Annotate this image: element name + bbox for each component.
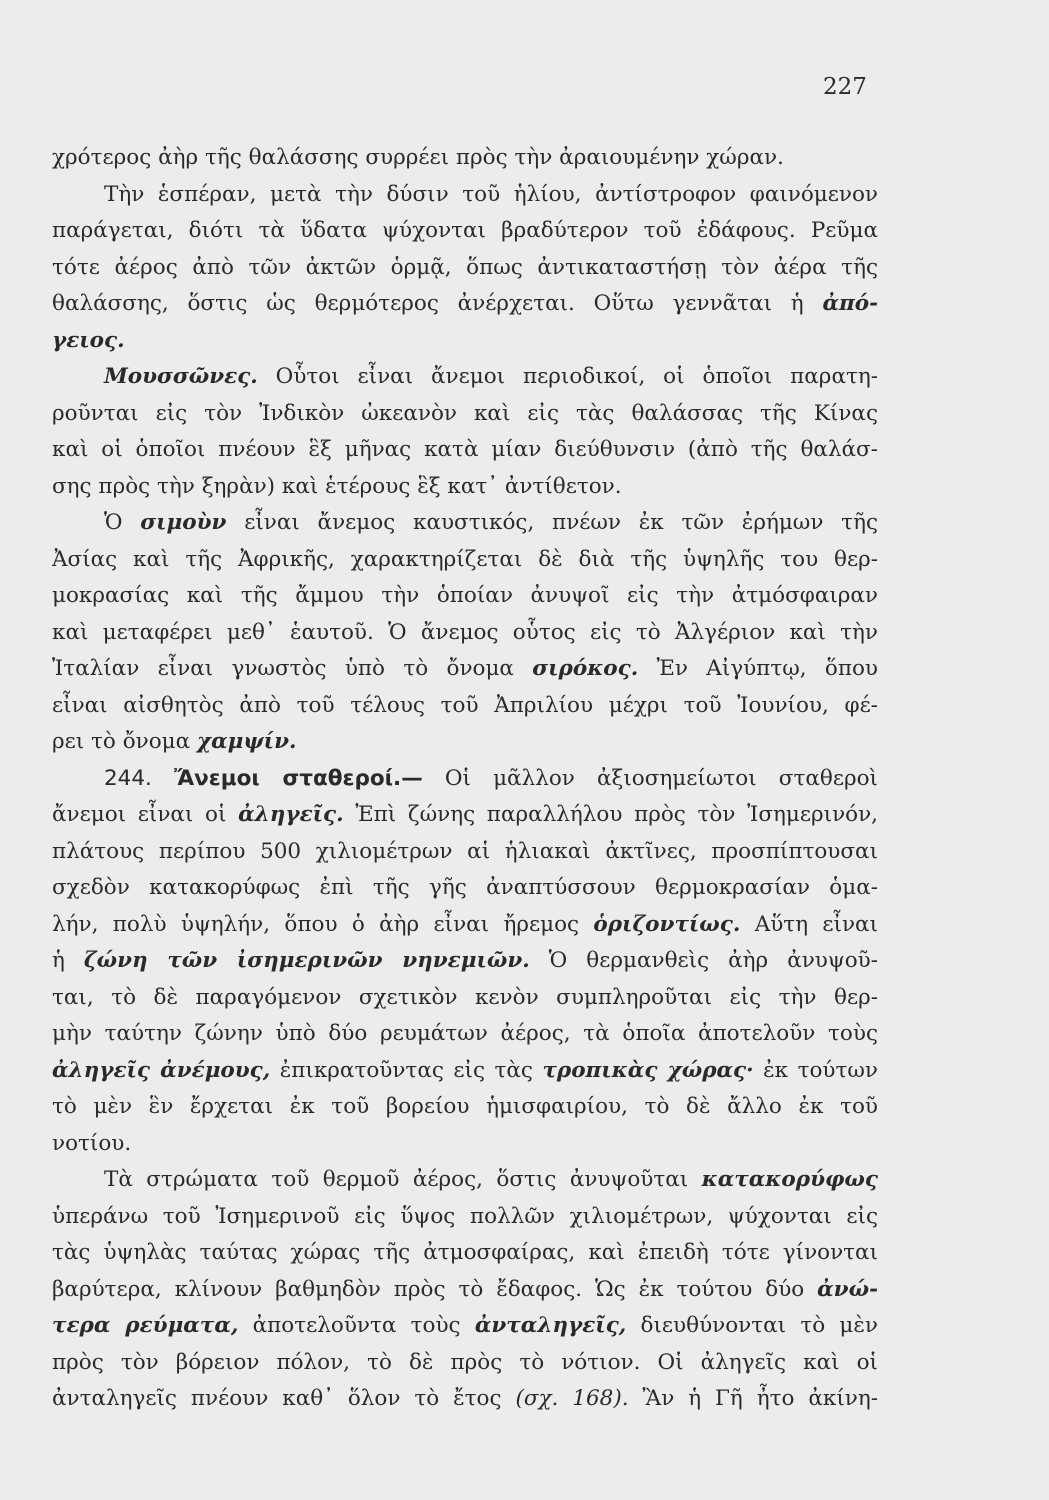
text-segment: χρότερος ἀὴρ τῆς θαλάσσης συρρέει πρὸς τὴν ἀραιουμένην χώραν. [52,145,784,170]
text-line [52,1199,878,1236]
text-line [52,140,878,177]
text-line [52,1053,878,1090]
emphasized-term: σιρόκος. [532,656,639,681]
text-segment: μοκρασίας καὶ τῆς ἄμμου τὴν ὁποίαν ἀνυψοῖ εἰς τὴν ἀτμόσφαιραν [52,583,878,608]
text-segment: ρει τὸ ὄνομα [52,729,197,754]
emphasized-term: ἀληγεῖς. [238,802,344,827]
text-segment: βαρύτερα, κλίνουν βαθμηδὸν πρὸς τὸ ἔδαφος. Ὡς ἐκ τούτου δύο [52,1276,818,1302]
figure-reference: (σχ. 168). [515,1386,629,1411]
text-line [52,432,878,469]
text-line [52,688,878,725]
text-segment: ἄνεμοι εἶναι οἱ [52,802,239,827]
text-line [52,651,878,688]
text-line [52,505,878,542]
text-segment: θαλάσσης, ὅστις ὡς θερμότερος ἀνέρχεται. Οὕτω γεννᾶται ἡ [52,291,823,316]
body-text [52,140,878,1418]
text-line [52,578,878,615]
text-line [52,1126,878,1163]
text-line [52,797,878,834]
text-segment: Τὰ στρώματα τοῦ θερμοῦ ἀέρος, ὅστις ἀνυψοῦται [104,1167,702,1192]
emphasized-term: ὁριζοντίως. [593,911,741,937]
page-number: 227 [823,74,867,100]
emphasized-term: κατακορύφως [701,1167,878,1192]
text-line [52,359,878,396]
emphasized-term: Μουσσῶνες. [104,364,258,389]
emphasized-term: ἀνταληγεῖς, [474,1313,627,1338]
text-segment: Ὁ θερμανθεὶς ἀὴρ ἀνυψοῦ- [529,948,878,973]
text-line [52,542,878,579]
emphasized-term: τερα ρεύματα, [52,1313,239,1338]
text-segment: πλάτους περίπου 500 χιλιομέτρων αἱ ἡλιακαὶ ἀκτῖνες, προσπίπτουσαι [52,838,878,864]
text-segment: ὑπεράνω τοῦ Ἰσημερινοῦ εἰς ὕψος πολλῶν χιλιομέτρων, ψύχονται εἰς [52,1203,878,1229]
text-segment: Ὁ [104,510,141,535]
emphasized-term: γειος. [52,327,125,353]
emphasized-term: ἀπό- [822,291,878,316]
text-segment: Ἐν Αἰγύπτῳ, ὅπου [638,656,878,681]
text-line [52,1016,878,1053]
text-segment: Τὴν ἑσπέραν, μετὰ τὴν δύσιν τοῦ ἡλίου, ἀντίστροφον φαινόμενον [104,181,878,207]
text-line [52,250,878,287]
text-segment: σχεδὸν κατακορύφως ἐπὶ τῆς γῆς ἀναπτύσσουν θερμοκρασίαν ὁμα- [52,875,878,900]
text-line [52,1272,878,1309]
text-segment: σης πρὸς τὴν ξηρὰν) καὶ ἑτέρους ἓξ κατ᾽ ἀντίθετον. [52,473,622,499]
text-line [52,323,878,360]
text-line [52,469,878,506]
emphasized-term: σιμοὺν [140,510,227,535]
text-segment: Οὗτοι εἶναι ἄνεμοι περιοδικοί, οἱ ὁποῖοι παρατη- [257,364,878,389]
text-segment: νοτίου. [52,1130,132,1156]
text-line [52,1089,878,1126]
text-segment: εἶναι ἄνεμος καυστικός, πνέων ἐκ τῶν ἐρήμων τῆς [226,510,878,535]
text-segment: ἡ [52,948,84,973]
text-segment: πρὸς τὸν βόρειον πόλον, τὸ δὲ πρὸς τὸ νότιον. Οἱ ἀληγεῖς καὶ οἱ [52,1349,878,1375]
text-line [52,980,878,1017]
text-line [52,1381,878,1418]
text-segment: Ἐπὶ ζώνης παραλλήλου πρὸς τὸν Ἰσημερινόν, [343,802,878,827]
text-segment: Ἰταλίαν εἶναι γνωστὸς ὑπὸ τὸ ὄνομα [52,656,533,681]
text-segment: ροῦνται εἰς τὸν Ἰνδικὸν ὠκεανὸν καὶ εἰς τὰς θαλάσσας τῆς Κίνας [52,400,878,426]
emphasized-term: τροπικὰς χώρας· [542,1057,754,1083]
text-segment: Ἂν ἡ Γῆ ἦτο ἀκίνη- [628,1386,878,1411]
text-segment: ται, τὸ δὲ παραγόμενον σχετικὸν κενὸν συμπληροῦται εἰς τὴν θερ- [52,984,878,1010]
emphasized-term: ζώνη τῶν ἰσημερινῶν νηνεμιῶν. [83,948,530,973]
text-segment: τὰς ὑψηλὰς ταύτας χώρας τῆς ἀτμοσφαίρας, καὶ ἐπειδὴ τότε γίνονται [52,1240,878,1265]
text-line [52,396,878,433]
text-line [52,213,878,250]
text-segment: Οἱ μᾶλλον ἀξιοσημείωτοι σταθεροὶ [422,765,878,791]
text-segment: ἀνταληγεῖς πνέουν καθ᾽ ὅλον τὸ ἔτος [52,1386,516,1411]
text-segment: καὶ οἱ ὁποῖοι πνέουν ἓξ μῆνας κατὰ μίαν διεύθυνσιν (ἀπὸ τῆς θαλάσ- [52,437,878,462]
text-line [52,1162,878,1199]
text-line [52,724,878,761]
text-line [52,615,878,652]
section-heading: Ἄνεμοι σταθεροί.— [174,765,423,791]
text-line [52,177,878,214]
text-line [52,907,878,944]
emphasized-term: χαμψίν. [197,729,297,754]
section-number: 244. [104,765,175,791]
text-segment: καὶ μεταφέρει μεθ᾽ ἑαυτοῦ. Ὁ ἄνεμος οὗτος εἰς τὸ Ἀλγέριον καὶ τὴν [52,619,878,645]
text-segment: παράγεται, διότι τὰ ὕδατα ψύχονται βραδύτερον τοῦ ἐδάφους. Ρεῦμα [52,218,878,243]
emphasized-term: ἀληγεῖς ἀνέμους, [52,1057,271,1083]
text-line [52,1308,878,1345]
text-segment: τὸ μὲν ἓν ἔρχεται ἐκ τοῦ βορείου ἡμισφαιρίου, τὸ δὲ ἄλλο ἐκ τοῦ [52,1094,878,1119]
text-line [52,761,878,798]
text-segment: ἀποτελοῦντα τοὺς [238,1313,475,1338]
text-segment: εἶναι αἰσθητὸς ἀπὸ τοῦ τέλους τοῦ Ἀπριλίου μέχρι τοῦ Ἰουνίου, φέ- [52,692,878,718]
text-segment: ἐπικρατοῦντας εἰς τὰς [270,1057,543,1083]
text-line [52,870,878,907]
text-segment: λήν, πολὺ ὑψηλήν, ὅπου ὁ ἀὴρ εἶναι ἤρεμος [52,911,594,937]
text-line [52,834,878,871]
text-line [52,1345,878,1382]
text-segment: τότε ἀέρος ἀπὸ τῶν ἀκτῶν ὁρμᾷ, ὅπως ἀντικαταστήσῃ τὸν ἀέρα τῆς [52,254,878,280]
text-segment: Ἀσίας καὶ τῆς Ἀφρικῆς, χαρακτηρίζεται δὲ διὰ τῆς ὑψηλῆς του θερ- [52,546,878,572]
text-segment: ἐκ τούτων [753,1057,878,1083]
text-segment: μὴν ταύτην ζώνην ὑπὸ δύο ρευμάτων ἀέρος, τὰ ὁποῖα ἀποτελοῦν τοὺς [52,1021,878,1046]
text-segment: Αὕτη εἶναι [740,911,878,937]
text-line [52,1235,878,1272]
emphasized-term: ἀνώ- [817,1276,878,1302]
text-line [52,943,878,980]
text-segment: διευθύνονται τὸ μὲν [626,1313,878,1338]
text-line [52,286,878,323]
